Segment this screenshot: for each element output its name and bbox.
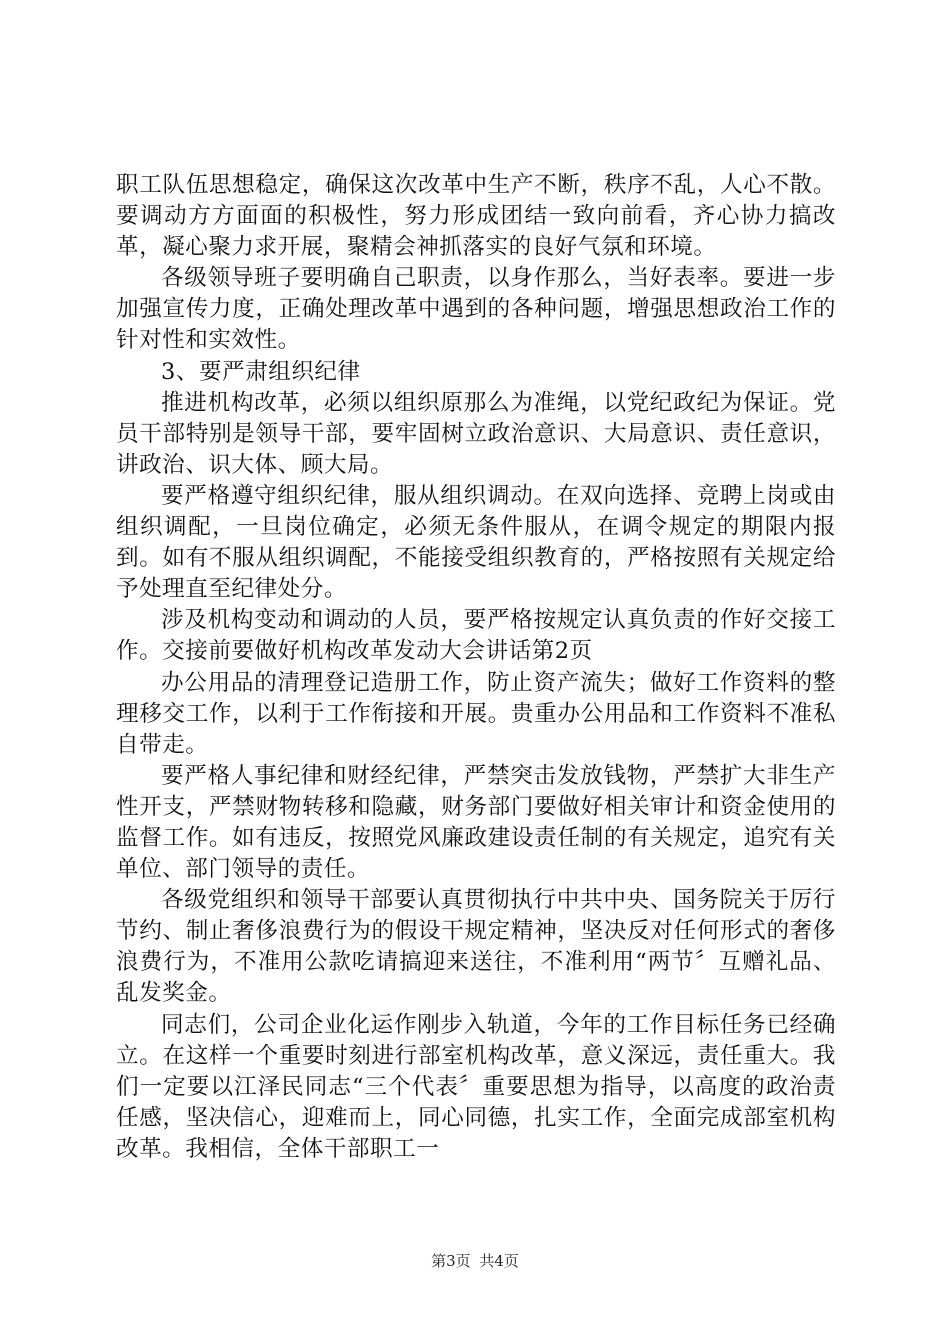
page-number: 第3页 xyxy=(431,1252,471,1270)
page-footer xyxy=(0,1251,950,1271)
paragraph-3: 推进机构改革，必须以组织原那么为准绳，以党纪政纪为保证。党员干部特别是领导干部，要牢固树立政治意识、大局意识、责任意识，讲政治、识大体、顾大局。 xyxy=(116,389,836,478)
section-heading: 3、要严肃组织纪律 xyxy=(161,358,361,385)
paragraph-9: 同志们，公司企业化运作刚步入轨道，今年的工作目标任务已经确立。在这样一个重要时刻进行部室机构改革，意义深远，责任重大。我们一定要以江泽民同志“三个代表〞重要思想为指导，以高度的政治责任感，坚决信心，迎难而上，同心同德，扎实工作，全面完成部室机构改革。我相信，全体干部职工一 xyxy=(116,1011,836,1162)
document-body xyxy=(116,170,836,1165)
paragraph-7: 要严格人事纪律和财经纪律，严禁突击发放钱物，严禁扩大非生产性开支，严禁财物转移和隐藏，财务部门要做好相关审计和资金使用的监督工作。如有违反，按照党风廉政建设责任制的有关规定，追究有关单位、部门领导的责任。 xyxy=(116,762,836,883)
page-total: 共4页 xyxy=(479,1252,519,1270)
paragraph-5: 涉及机构变动和调动的人员，要严格按规定认真负责的作好交接工作。交接前要做好机构改革发动大会讲话第2页 xyxy=(116,607,836,665)
paragraph-1: 职工队伍思想稳定，确保这次改革中生产不断，秩序不乱，人心不散。要调动方方面面的积极性，努力形成团结一致向前看，齐心协力搞改革，凝心聚力求开展，聚精会神抓落实的良好气氛和环境。 xyxy=(116,172,836,261)
paragraph-4: 要严格遵守组织纪律，服从组织调动。在双向选择、竞聘上岗或由组织调配，一旦岗位确定，必须无条件服从，在调令规定的期限内报到。如有不服从组织调配，不能接受组织教育的，严格按照有关规定给予处理直至纪律处分。 xyxy=(116,482,836,603)
paragraph-8: 各级党组织和领导干部要认真贯彻执行中共中央、国务院关于厉行节约、制止奢侈浪费行为的假设干规定精神，坚决反对任何形式的奢侈浪费行为，不准用公款吃请搞迎来送往，不准利用“两节〞互赠礼品、乱发奖金。 xyxy=(116,887,836,1007)
paragraph-6: 办公用品的清理登记造册工作，防止资产流失；做好工作资料的整理移交工作，以利于工作衔接和开展。贵重办公用品和工作资料不准私自带走。 xyxy=(116,669,836,758)
paragraph-2: 各级领导班子要明确自己职责，以身作那么，当好表率。要进一步加强宣传力度，正确处理改革中遇到的各种问题，增强思想政治工作的针对性和实效性。 xyxy=(116,265,836,354)
